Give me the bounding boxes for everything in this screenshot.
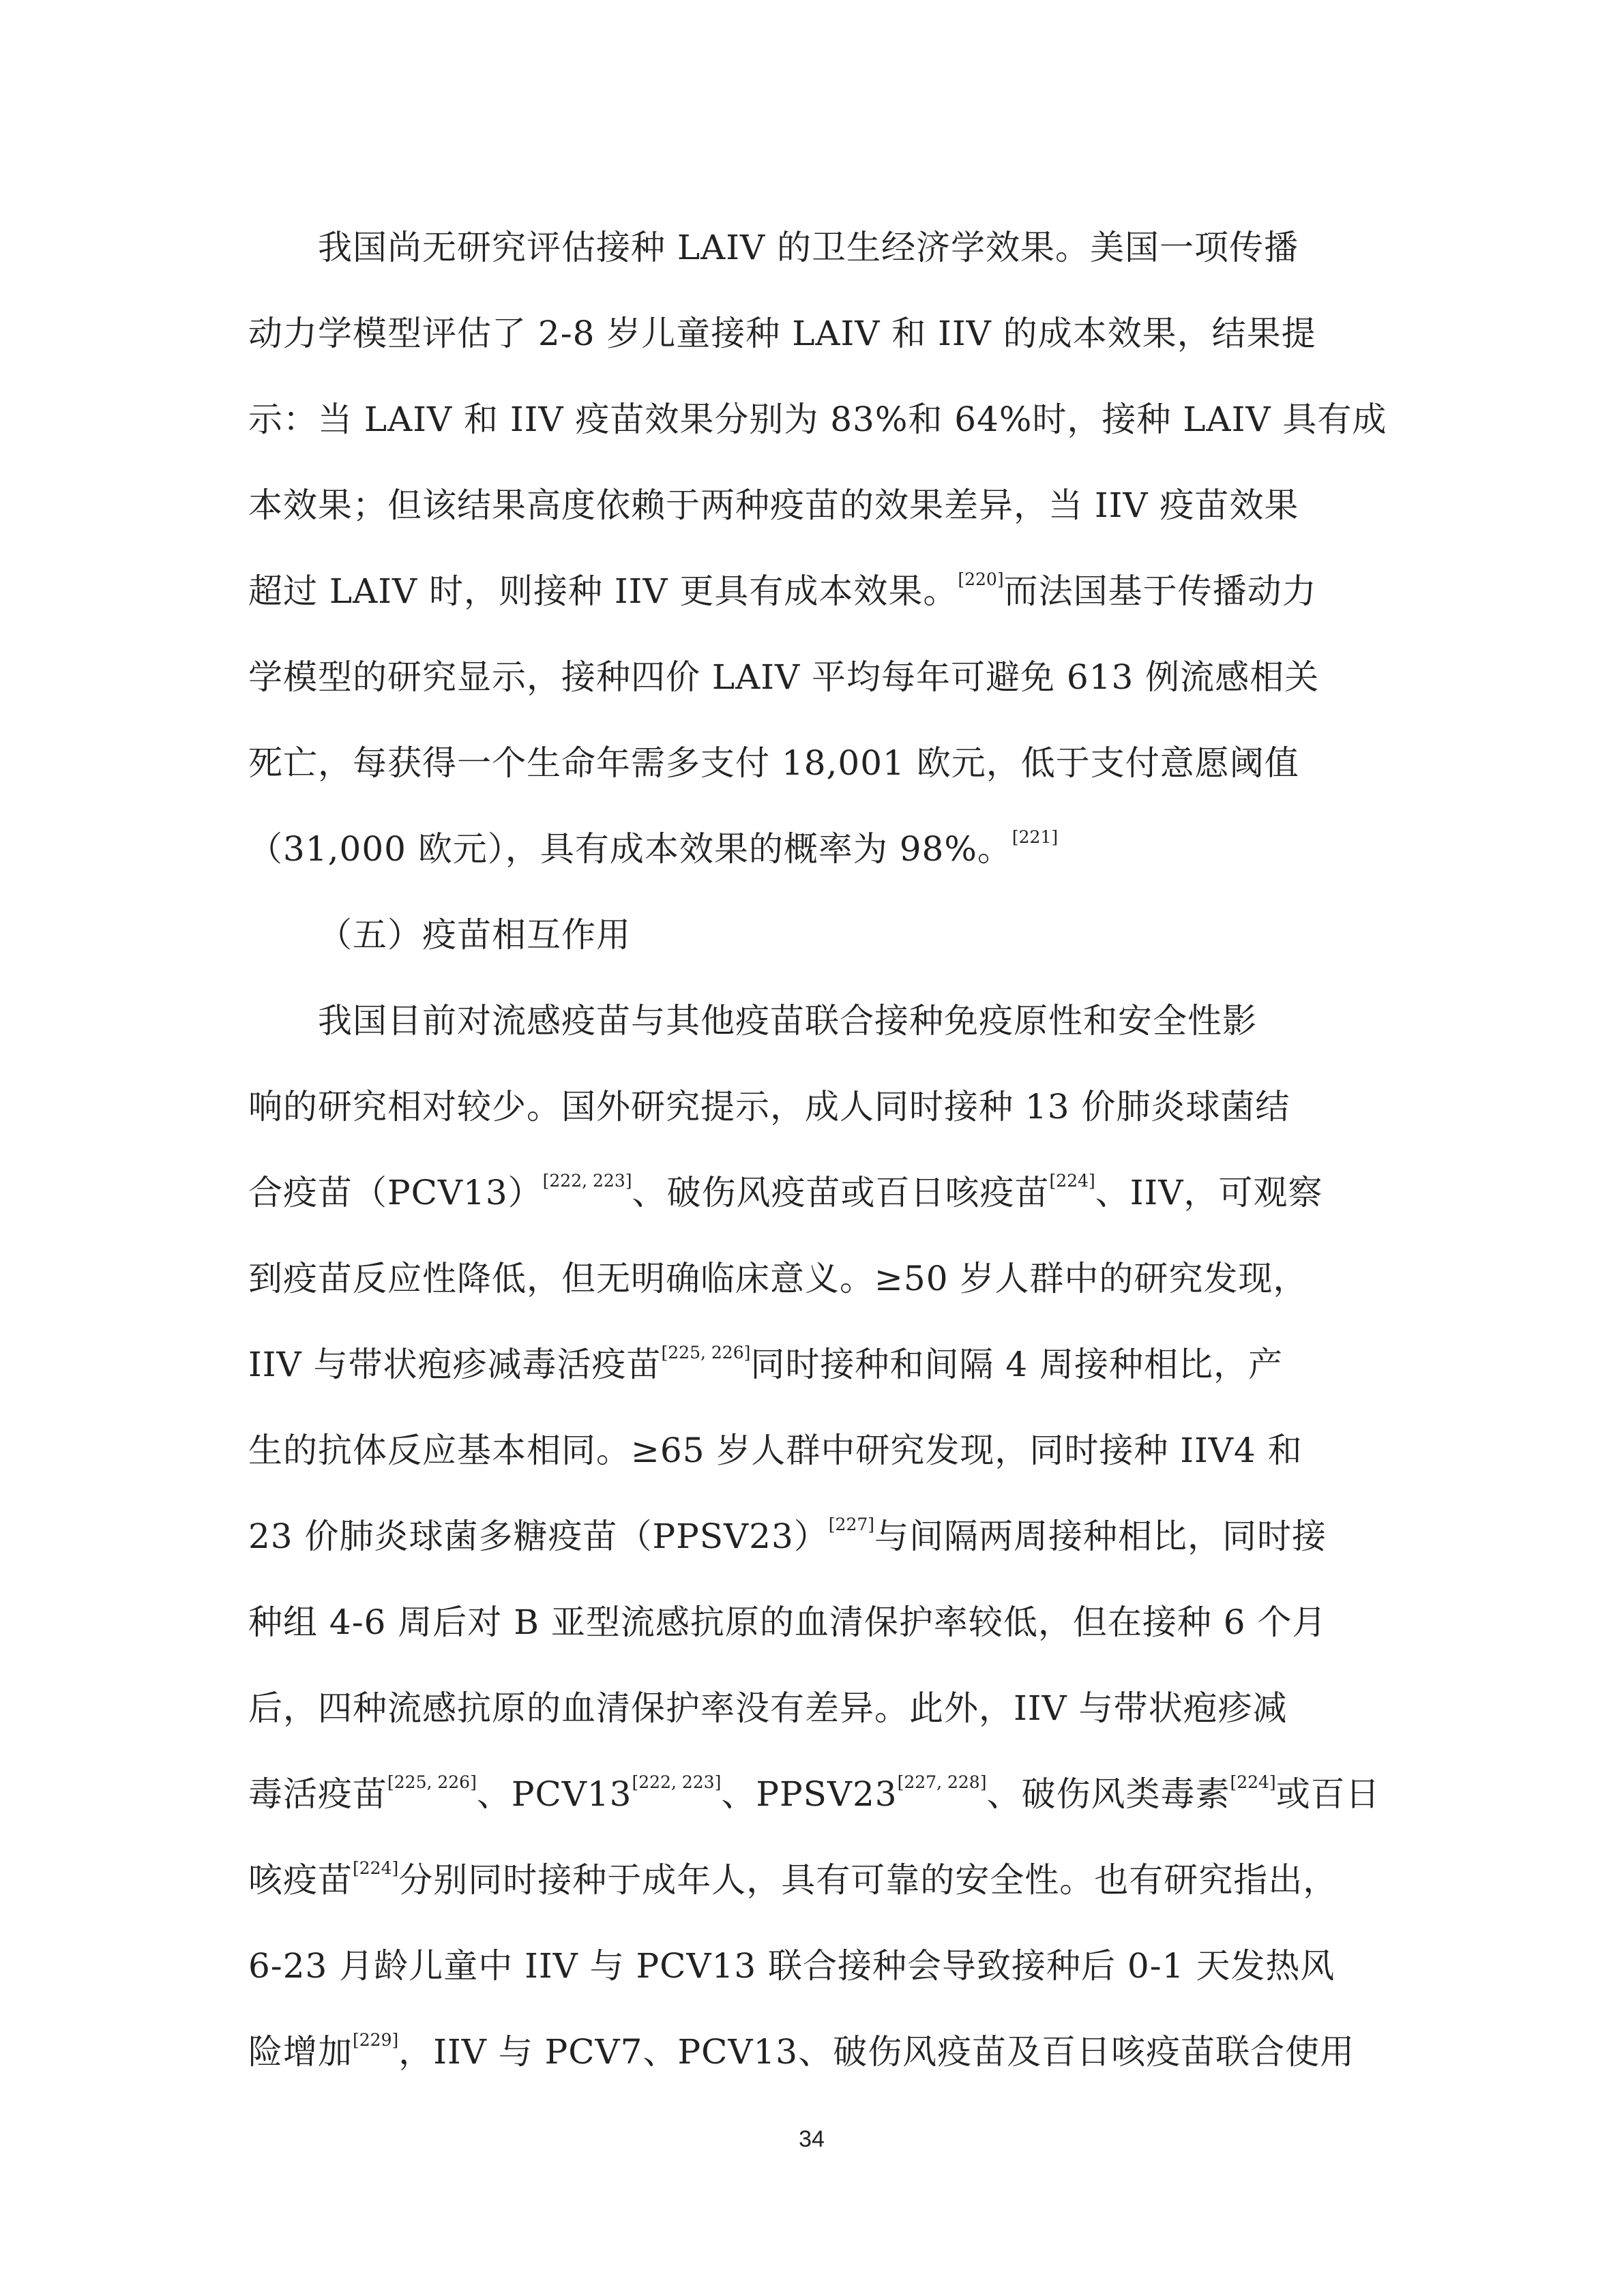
section-heading-text: （五）疫苗相互作用	[318, 915, 631, 955]
paragraph-1-line-2	[248, 290, 1387, 376]
text-segment: 同时接种和间隔 4 周接种相比，产	[750, 1345, 1283, 1384]
paragraph-1-line-8	[248, 806, 1387, 892]
paragraph-1-line-1	[248, 205, 1387, 290]
text-segment: 合疫苗（PCV13）	[248, 1173, 543, 1212]
text-segment: ，IIV 与 PCV7、PCV13、破伤风疫苗及百日咳疫苗联合使用	[398, 2032, 1355, 2072]
citation-ref: [224]	[353, 1858, 399, 1878]
paragraph-2-line-8	[248, 1579, 1387, 1665]
citation-ref: [225, 226]	[387, 1772, 477, 1792]
text-segment: 而法国基于传播动力	[1003, 571, 1317, 611]
text-segment: 学模型的研究显示，接种四价 LAIV 平均每年可避免 613 例流感相关	[248, 657, 1320, 697]
paragraph-2-line-5	[248, 1322, 1387, 1407]
text-segment: IIV 与带状疱疹减毒活疫苗	[248, 1345, 662, 1384]
citation-ref: [227]	[828, 1515, 875, 1534]
paragraph-1-line-6	[248, 634, 1387, 720]
paragraph-2-line-4	[248, 1236, 1387, 1322]
text-segment: 、IIV，可观察	[1095, 1173, 1323, 1212]
text-segment: 我国目前对流感疫苗与其他疫苗联合接种免疫原性和安全性影	[318, 1001, 1257, 1041]
text-segment: 死亡，每获得一个生命年需多支付 18,001 欧元，低于支付意愿阈值	[248, 743, 1299, 783]
page-number: 34	[799, 2126, 825, 2152]
citation-ref: [225, 226]	[661, 1343, 751, 1362]
paragraph-2-line-2	[248, 1064, 1387, 1150]
citation-ref: [221]	[1012, 827, 1059, 847]
text-segment: 分别同时接种于成年人，具有可靠的安全性。也有研究指出，	[398, 1860, 1338, 1900]
text-segment: 我国尚无研究评估接种 LAIV 的卫生经济学效果。美国一项传播	[318, 228, 1299, 267]
paragraph-2-line-1	[248, 978, 1387, 1064]
citation-ref: [229]	[353, 2030, 399, 2050]
text-segment: 毒活疫苗	[248, 1774, 387, 1814]
body-text	[248, 205, 1387, 2095]
citation-ref: [222, 223]	[632, 1772, 722, 1792]
text-segment: 咳疫苗	[248, 1860, 353, 1900]
paragraph-2-line-10	[248, 1751, 1387, 1837]
text-segment: 本效果；但该结果高度依赖于两种疫苗的效果差异，当 IIV 疫苗效果	[248, 486, 1299, 525]
text-segment: 、PPSV23	[721, 1774, 898, 1814]
paragraph-1-line-4	[248, 462, 1387, 548]
text-segment: 23 价肺炎球菌多糖疫苗（PPSV23）	[248, 1517, 829, 1556]
paragraph-2-line-9	[248, 1665, 1387, 1751]
paragraph-2-line-13	[248, 2009, 1387, 2095]
paragraph-2-line-7	[248, 1493, 1387, 1579]
text-segment: 、破伤风疫苗或百日咳疫苗	[632, 1173, 1050, 1212]
text-segment: 响的研究相对较少。国外研究提示，成人同时接种 13 价肺炎球菌结	[248, 1087, 1290, 1127]
text-segment: （31,000 欧元），具有成本效果的概率为 98%。	[248, 829, 1012, 869]
paragraph-1-line-3	[248, 376, 1387, 462]
text-segment: 、PCV13	[476, 1774, 632, 1814]
text-segment: 生的抗体反应基本相同。≥65 岁人群中研究发现，同时接种 IIV4 和	[248, 1431, 1303, 1470]
paragraph-1-line-5	[248, 548, 1387, 634]
text-segment: 示：当 LAIV 和 IIV 疫苗效果分别为 83%和 64%时，接种 LAIV 具有成	[248, 400, 1387, 439]
paragraph-2-line-11	[248, 1837, 1387, 1923]
paragraph-2-line-3	[248, 1150, 1387, 1236]
text-segment: 或百日	[1275, 1774, 1381, 1814]
paragraph-2-line-6	[248, 1407, 1387, 1493]
citation-ref: [224]	[1230, 1772, 1276, 1792]
citation-ref: [222, 223]	[542, 1171, 632, 1191]
section-heading	[248, 892, 1387, 978]
text-segment: 种组 4-6 周后对 B 亚型流感抗原的血清保护率较低，但在接种 6 个月	[248, 1602, 1327, 1642]
citation-ref: [220]	[958, 569, 1004, 589]
text-segment: 超过 LAIV 时，则接种 IIV 更具有成本效果。	[248, 571, 958, 611]
text-segment: 与间隔两周接种相比，同时接	[874, 1517, 1327, 1556]
text-segment: 动力学模型评估了 2-8 岁儿童接种 LAIV 和 IIV 的成本效果，结果提	[248, 314, 1316, 353]
citation-ref: [224]	[1049, 1171, 1095, 1191]
paragraph-1-line-7	[248, 720, 1387, 806]
text-segment: 6-23 月龄儿童中 IIV 与 PCV13 联合接种会导致接种后 0-1 天发热风	[248, 1946, 1335, 1986]
text-segment: 、破伤风类毒素	[986, 1774, 1230, 1814]
paragraph-2-line-12	[248, 1923, 1387, 2009]
text-segment: 到疫苗反应性降低，但无明确临床意义。≥50 岁人群中的研究发现，	[248, 1259, 1308, 1298]
text-segment: 险增加	[248, 2032, 353, 2072]
text-segment: 后，四种流感抗原的血清保护率没有差异。此外，IIV 与带状疱疹减	[248, 1688, 1288, 1728]
citation-ref: [227, 228]	[897, 1772, 987, 1792]
